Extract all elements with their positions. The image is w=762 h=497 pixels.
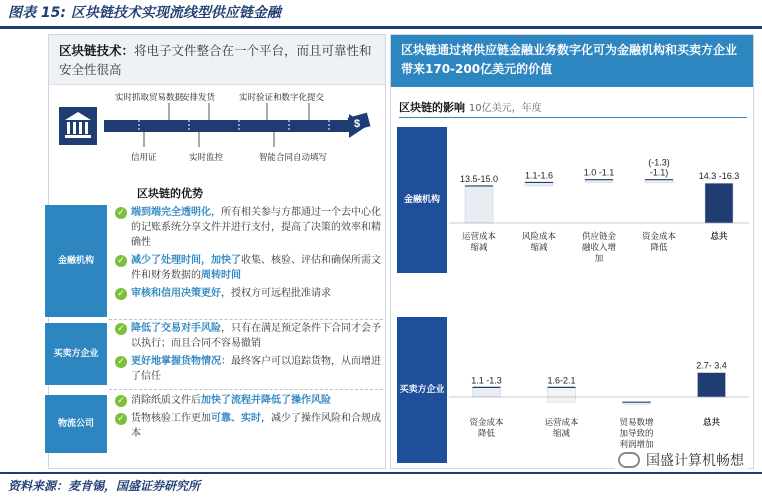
value-label-0: 1.1 -1.3 [471, 375, 502, 386]
brand-watermark [614, 450, 748, 470]
tech-header-text: 将电子文件整合在一个平台，而且可靠性和安全性很高 [59, 43, 372, 77]
adv-text: ，只有在满足预定条件下合同才会予以执行；而且合同不容易撤销 [131, 323, 381, 349]
adv-text: ：最终客户可以追踪货物，从而增进了信任 [131, 356, 381, 382]
adv-highlight: 可靠、实时 [211, 413, 261, 424]
impact-title [399, 99, 542, 115]
timeline-top-label-1: 实时抓取贸易数据 [115, 93, 184, 103]
group-divider [109, 389, 383, 390]
check-icon: ✓ [115, 288, 127, 300]
tag-financial-institutions: 金融机构 [45, 205, 107, 317]
source-note: 资料来源：麦肯锡，国盛证券研究所 [8, 479, 201, 493]
svg-text:$: $ [354, 118, 361, 130]
advantages-financial [115, 205, 381, 304]
bar-1 [548, 387, 576, 402]
adv-highlight: 降低了交易对手风险 [131, 323, 221, 334]
chart-financial [449, 127, 749, 273]
adv-item [115, 411, 381, 441]
adv-text: ，授权方可远程批准请求 [221, 288, 331, 299]
chart-financial-svg [449, 127, 749, 273]
category-label-1: 运营成本 [544, 418, 579, 428]
bar-4 [705, 183, 733, 223]
value-header: 区块链通过将供应链金融业务数字化可为金融机构和买卖方企业带来170-200亿美元的价值 [391, 35, 753, 87]
chart-buyer-seller [449, 317, 749, 463]
timeline-top-label-2: 安排发货 [181, 93, 216, 103]
value-panel [390, 34, 754, 469]
category-label-3: 资金成本 [641, 232, 677, 242]
title-divider [0, 26, 762, 29]
category-label-2: 贸易数增 [619, 418, 654, 428]
timeline-bottom-label-1: 信用证 [131, 153, 157, 163]
check-icon: ✓ [115, 255, 127, 267]
adv-item [115, 253, 381, 283]
brand-text: 国盛计算机畅想 [646, 453, 744, 469]
timeline-graphic [49, 85, 385, 215]
adv-highlight: 审核和信用决策更好 [131, 288, 221, 299]
timeline-arrow-bar [104, 120, 349, 132]
adv-text: ，减少了操作风险和合规成本 [131, 413, 381, 439]
blockchain-tech-panel [48, 34, 386, 469]
chart-buyer-seller-svg [449, 317, 749, 463]
tag-buyer-seller: 买卖方企业 [45, 323, 107, 385]
value-label-3: -1.1) [649, 167, 669, 178]
category-label-2: 供应链金 [581, 232, 617, 242]
value-label-3: (-1.3) [648, 157, 670, 168]
category-label-4: 总共 [710, 232, 728, 242]
adv-highlight-2: 周转时间 [201, 270, 241, 281]
value-label-4: 14.3 -16.3 [698, 171, 740, 182]
timeline-bottom-label-3: 智能合同自动填写 [259, 153, 328, 163]
impact-rule [399, 117, 747, 118]
category-label-1: 风险成本 [521, 232, 557, 242]
advantages-buyer-seller [115, 321, 381, 387]
value-label-1: 1.6-2.1 [547, 375, 576, 386]
adv-text: 收集、核验、评估和确保所需文件和财务数据的 [131, 255, 381, 281]
bank-icon [59, 107, 97, 145]
category-label-3: 降低 [650, 243, 668, 253]
figure-title: 图表 15: 区块链技术实现流线型供应链金融 [8, 5, 281, 21]
adv-text: ，所有相关参与方都通过一个去中心化的记账系统分享文件并进行支付，提高了决策的效率和精确性 [131, 207, 381, 248]
impact-title-text: 区块链的影响 [399, 101, 465, 114]
category-label-2: 利润增加 [619, 440, 654, 450]
adv-highlight: 更好地掌握货物情况 [131, 356, 221, 367]
category-label-3: 总共 [702, 418, 721, 428]
tag-chart-buyer-seller: 买卖方企业 [397, 317, 447, 463]
tag-logistics: 物流公司 [45, 395, 107, 453]
check-icon: ✓ [115, 207, 127, 219]
bar-0 [465, 186, 493, 223]
tech-header-bold: 区块链技术： [59, 43, 135, 58]
category-label-0: 资金成本 [469, 418, 504, 428]
tech-header [49, 35, 385, 85]
category-label-2: 融收入增 [581, 243, 617, 253]
adv-highlight: 减少了处理时间，加快了 [131, 255, 241, 266]
adv-item [115, 286, 381, 301]
adv-highlight: 加快了流程并降低了操作风险 [201, 395, 331, 406]
value-label-0: 13.5-15.0 [459, 173, 499, 184]
adv-item [115, 321, 381, 351]
category-label-1: 缩减 [552, 429, 571, 439]
adv-item [115, 393, 381, 408]
impact-unit: 10亿美元，年度 [468, 103, 542, 114]
category-label-2: 加 [594, 254, 604, 264]
value-label-1: 1.1-1.6 [524, 170, 554, 181]
bar-3 [698, 373, 726, 397]
category-label-0: 运营成本 [461, 232, 497, 242]
bar-0 [473, 387, 501, 397]
timeline-top-label-3: 实时验证和数字化提交 [239, 93, 325, 103]
adv-highlight: 端到端完全透明化 [131, 207, 211, 218]
adv-item [115, 205, 381, 250]
adv-prefix: 消除纸质文件后 [131, 395, 201, 406]
advantages-logistics [115, 393, 381, 444]
adv-prefix: 货物核验工作更加 [131, 413, 211, 424]
check-icon: ✓ [115, 413, 127, 425]
category-label-0: 缩减 [470, 243, 488, 253]
timeline-bottom-label-2: 实时监控 [189, 153, 224, 163]
adv-item [115, 354, 381, 384]
process-timeline [49, 85, 385, 215]
tag-chart-financial: 金融机构 [397, 127, 447, 273]
check-icon: ✓ [115, 356, 127, 368]
advantages-title: 区块链的优势 [137, 187, 203, 200]
check-icon: ✓ [115, 395, 127, 407]
value-label-3: 2.7- 3.4 [696, 360, 727, 371]
check-icon: ✓ [115, 323, 127, 335]
category-label-1: 缩减 [530, 243, 548, 253]
value-label-2: 1.0 -1.1 [583, 167, 615, 178]
wechat-icon [618, 452, 640, 468]
footer-divider [0, 472, 762, 474]
category-label-0: 降低 [477, 429, 496, 439]
group-divider [109, 319, 383, 320]
category-label-2: 加导致的 [619, 429, 654, 439]
